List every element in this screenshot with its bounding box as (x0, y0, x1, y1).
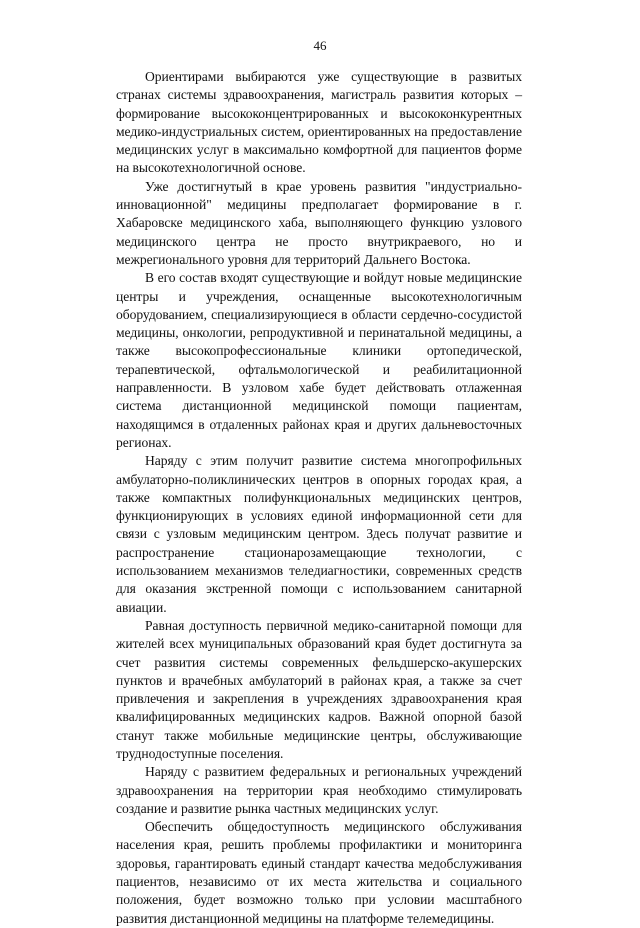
page-number: 46 (313, 38, 327, 53)
body-text (116, 68, 522, 928)
paragraph-hub-composition: В его состав входят существующие и войдут новые медицинские центры и учреждения, оснащенные высокотехнологичным оборудованием, специализирующиеся в области сердечно-сосудистой медицины, онкологии, репродуктивной и перинатальной медицины, а также высокопрофессиональные клиники ортопедической, терапевтической, офтальмологической и реабилитационной направленности. В узловом хабе будет действовать отлаженная система дистанционной медицинской помощи пациентам, находящимся в отдаленных районах края и других дальневосточных регионах. (116, 270, 522, 450)
paragraph-private-market: Наряду с развитием федеральных и региональных учреждений здравоохранения на территории края необходимо стимулировать создание и развитие рынка частных медицинских услуг. (116, 764, 522, 816)
paragraph-medical-hub: Уже достигнутый в крае уровень развития "индустриально-инновационной" медицины предполагает формирование в г. Хабаровске медицинского хаба, выполняющего функцию узлового медицинского центра не просто внутрикраевого, но и межрегионального уровня для территорий Дальнего Востока. (116, 178, 522, 267)
paragraph-telemedicine: Обеспечить общедоступность медицинского обслуживания населения края, решить проблемы профилактики и мониторинга здоровья, гарантировать единый стандарт качества медобслуживания пациентов, независимо от их места жительства и социального положения, будет возможно только при условии масштабного развития дистанционной медицины на платформе телемедицины. (116, 819, 522, 926)
paragraph-primary-care-access: Равная доступность первичной медико-санитарной помощи для жителей всех муниципальных образований края будет достигнута за счет развития системы современных фельдшерско-акушерских пунктов и врачебных амбулаторий в районах края, а также за счет привлечения и закрепления в учреждениях здравоохранения края квалифицированных медицинских кадров. Важной опорной базой станут также мобильные медицинские центры, обслуживающие труднодоступные поселения. (116, 617, 522, 761)
paragraph-benchmarks: Ориентирами выбираются уже существующие в развитых странах системы здравоохранения, магистраль развития которых – формирование высококонцентрированных и высококонкурентных медико-индустриальных систем, ориентированных на предоставление медицинских услуг в максимально комфортной для пациентов форме на высокотехнологичной основе. (116, 69, 522, 176)
paragraph-outpatient-centers: Наряду с этим получит развитие система многопрофильных амбулаторно-поликлинических центров в опорных городах края, а также компактных полифункциональных медицинских центров, функционирующих в условиях единой информационной сети для связи с узловым медицинским центром. Здесь получат развитие и распространение стационарозамещающие технологии, с использованием механизмов теледиагностики, современных средств для оказания экстренной помощи с использованием санитарной авиации. (116, 453, 522, 615)
